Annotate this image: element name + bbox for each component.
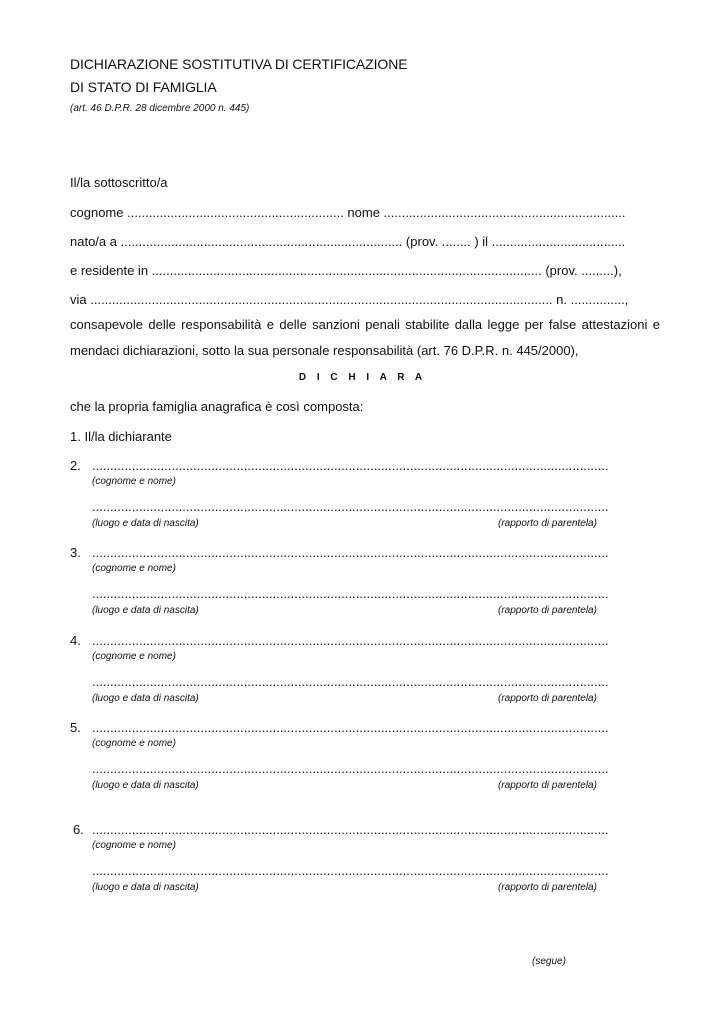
family-member-entry <box>70 822 635 902</box>
member-number: 6. <box>73 822 84 837</box>
rapporto-label: (rapporto di parentela) <box>498 518 597 529</box>
cognome-nome-line: cognome ............................................................ nome ................................................................... <box>70 205 626 220</box>
nato-line: nato/a a .............................................................................. (prov. ........ ) il ..................................... <box>70 234 626 249</box>
member-number: 2. <box>70 458 81 473</box>
member-1-dichiarante: 1. Il/la dichiarante <box>70 429 172 444</box>
nascita-parentela-field[interactable]: ............................................................................................................................................... <box>92 761 609 776</box>
family-member-entry <box>70 633 635 713</box>
member-number: 5. <box>70 720 81 735</box>
member-number: 4. <box>70 633 81 648</box>
cognome-nome-field[interactable]: ............................................................................................................................................... <box>92 633 609 648</box>
luogo-data-label: (luogo e data di nascita) <box>92 882 199 893</box>
nascita-parentela-field[interactable]: ............................................................................................................................................... <box>92 586 609 601</box>
luogo-data-label: (luogo e data di nascita) <box>92 518 199 529</box>
nascita-parentela-field[interactable]: ............................................................................................................................................... <box>92 499 609 514</box>
luogo-data-label: (luogo e data di nascita) <box>92 693 199 704</box>
family-member-entry <box>70 720 635 800</box>
cognome-nome-label: (cognome e nome) <box>92 840 176 851</box>
family-member-entry <box>70 458 635 538</box>
cognome-nome-field[interactable]: ............................................................................................................................................... <box>92 822 609 837</box>
rapporto-label: (rapporto di parentela) <box>498 780 597 791</box>
dichiara-heading: D I C H I A R A <box>298 372 427 383</box>
segue-note: (segue) <box>532 956 566 967</box>
document-subtitle: (art. 46 D.P.R. 28 dicembre 2000 n. 445) <box>70 103 250 114</box>
document-title-line2: DI STATO DI FAMIGLIA <box>70 79 217 95</box>
rapporto-label: (rapporto di parentela) <box>498 882 597 893</box>
intro-text: Il/la sottoscritto/a <box>70 175 168 190</box>
member-number: 3. <box>70 545 81 560</box>
document-title-line1: DICHIARAZIONE SOSTITUTIVA DI CERTIFICAZIONE <box>70 56 408 72</box>
rapporto-label: (rapporto di parentela) <box>498 605 597 616</box>
via-line: via ................................................................................................................................ n. ..............., <box>70 292 629 307</box>
cognome-nome-field[interactable]: ............................................................................................................................................... <box>92 545 609 560</box>
cognome-nome-field[interactable]: ............................................................................................................................................... <box>92 720 609 735</box>
cognome-nome-label: (cognome e nome) <box>92 651 176 662</box>
nascita-parentela-field[interactable]: ............................................................................................................................................... <box>92 674 609 689</box>
residente-line: e residente in ............................................................................................................ (prov. .........), <box>70 263 622 278</box>
luogo-data-label: (luogo e data di nascita) <box>92 780 199 791</box>
consapevole-paragraph: consapevole delle responsabilità e delle sanzioni penali stabilite dalla legge per false attestazioni e mendaci dichiarazioni, sotto la sua personale responsabilità (art. 76 D.P.R. n. 445/2000), <box>70 317 660 358</box>
cognome-nome-label: (cognome e nome) <box>92 563 176 574</box>
cognome-nome-label: (cognome e nome) <box>92 738 176 749</box>
famiglia-intro: che la propria famiglia anagrafica è così composta: <box>70 399 364 414</box>
nascita-parentela-field[interactable]: ............................................................................................................................................... <box>92 863 609 878</box>
luogo-data-label: (luogo e data di nascita) <box>92 605 199 616</box>
cognome-nome-label: (cognome e nome) <box>92 476 176 487</box>
rapporto-label: (rapporto di parentela) <box>498 693 597 704</box>
family-member-entry <box>70 545 635 625</box>
cognome-nome-field[interactable]: ............................................................................................................................................... <box>92 458 609 473</box>
